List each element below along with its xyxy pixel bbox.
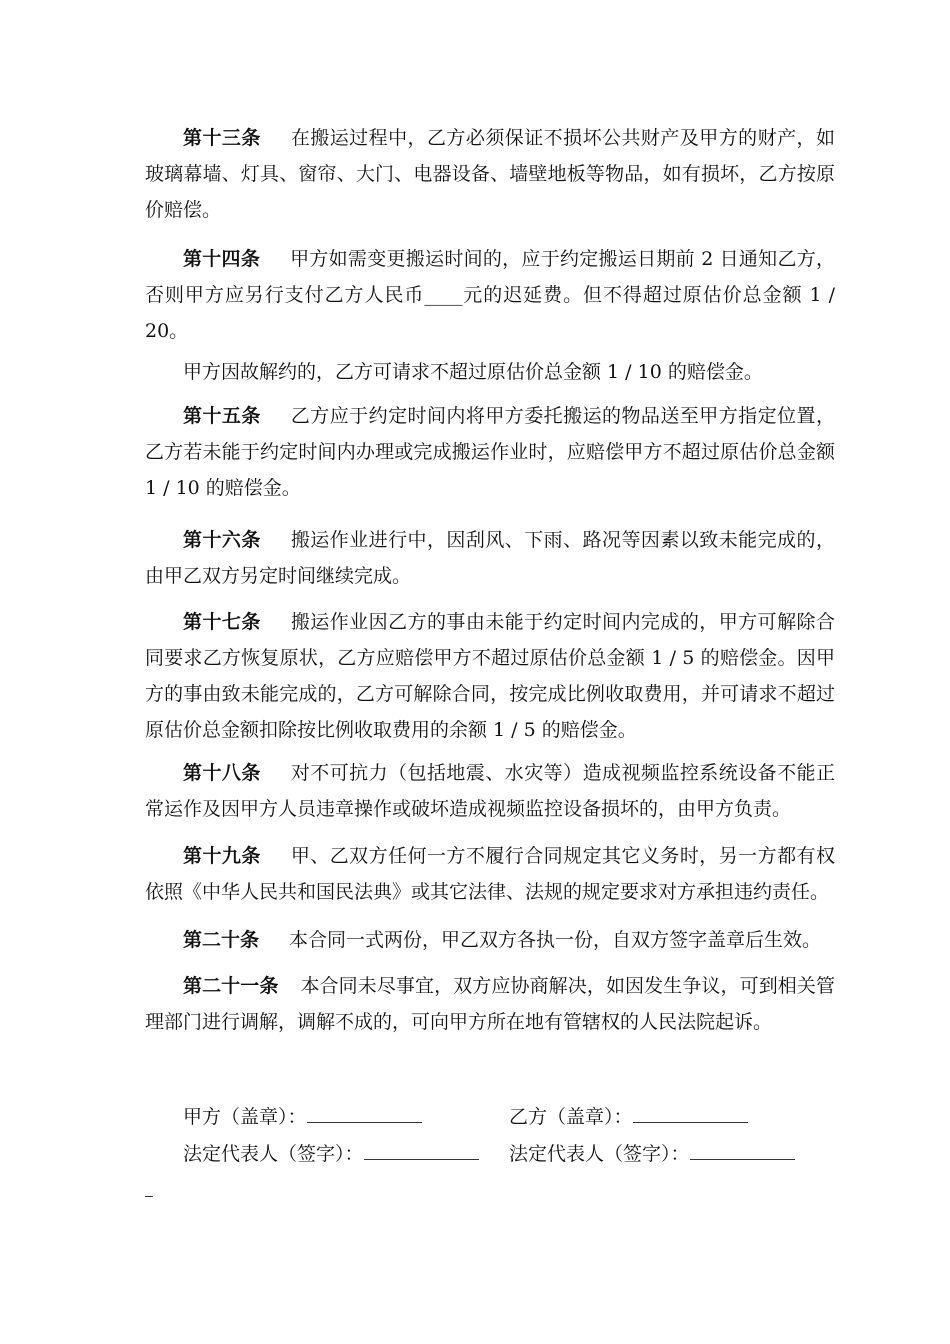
article-heading: 第十七条 [183, 611, 261, 633]
article-13 [145, 120, 835, 228]
article-text: 甲方因故解约的，乙方可请求不超过原估价总金额 1 / 10 的赔偿金。 [183, 361, 763, 383]
party-a-rep-label: 法定代表人（签字）： [183, 1143, 364, 1165]
article-heading: 第十四条 [183, 248, 261, 270]
party-a-rep-line [183, 1136, 479, 1172]
article-heading: 第十五条 [183, 405, 261, 427]
article-heading: 第十九条 [183, 845, 261, 867]
article-text: 甲方如需变更搬运时间的，应于约定搬运日期前 2 日通知乙方，否则甲方应另行支付乙方人民币____元的迟延费。但不得超过原估价总金额 1 / 20。 [145, 248, 835, 342]
article-text: 甲、乙双方任何一方不履行合同规定其它义务时，另一方都有权依照《中华人民共和国民法典》或其它法律、法规的规定要求对方承担违约责任。 [145, 845, 835, 903]
article-text: 对不可抗力（包括地震、水灾等）造成视频监控系统设备不能正常运作及因甲方人员违章操作或破坏造成视频监控设备损坏的，由甲方负责。 [145, 762, 835, 820]
article-14-continued [145, 354, 835, 390]
article-text: 在搬运过程中，乙方必须保证不损坏公共财产及甲方的财产，如玻璃幕墙、灯具、窗帘、大门、电器设备、墙壁地板等物品，如有损坏，乙方按原价赔偿。 [145, 127, 835, 221]
article-heading: 第十三条 [183, 127, 261, 149]
article-15 [145, 398, 835, 506]
stray-mark [145, 1196, 153, 1197]
article-heading: 第二十一条 [183, 975, 279, 997]
article-18 [145, 755, 835, 827]
article-heading: 第十八条 [183, 762, 261, 784]
party-b-rep-blank[interactable] [690, 1143, 795, 1160]
party-b-rep-line [509, 1136, 795, 1172]
party-a-seal-blank[interactable] [307, 1106, 422, 1123]
article-text: 乙方应于约定时间内将甲方委托搬运的物品送至甲方指定位置，乙方若未能于约定时间内办理或完成搬运作业时，应赔偿甲方不超过原估价总金额 1 / 10 的赔偿金。 [145, 405, 835, 499]
article-heading: 第十六条 [183, 529, 261, 551]
article-text: 本合同一式两份，甲乙双方各执一份，自双方签字盖章后生效。 [289, 929, 822, 951]
article-20 [145, 922, 835, 958]
party-a-seal-label: 甲方（盖章）： [183, 1106, 307, 1128]
party-b-rep-label: 法定代表人（签字）： [509, 1143, 690, 1165]
party-b-seal-blank[interactable] [633, 1106, 748, 1123]
article-text: 搬运作业进行中，因刮风、下雨、路况等因素以致未能完成的，由甲乙双方另定时间继续完成。 [145, 529, 835, 587]
party-b-seal-line [509, 1099, 748, 1135]
party-b-seal-label: 乙方（盖章）： [509, 1106, 633, 1128]
article-19 [145, 838, 835, 910]
article-text: 搬运作业因乙方的事由未能于约定时间内完成的，甲方可解除合同要求乙方恢复原状，乙方应赔偿甲方不超过原估价总金额 1 / 5 的赔偿金。因甲方的事由致未能完成的，乙方可解除合同，按完成比例收取费用，并可请求不超过原估价总金额扣除按比例收取费用的余额 1 / 5 的赔偿金。 [145, 611, 835, 741]
article-heading: 第二十条 [183, 929, 260, 951]
article-text: 本合同未尽事宜，双方应协商解决，如因发生争议，可到相关管理部门进行调解，调解不成的，可向甲方所在地有管辖权的人民法院起诉。 [145, 975, 835, 1033]
article-17 [145, 604, 835, 748]
article-14 [145, 241, 835, 349]
article-21 [145, 968, 835, 1040]
party-a-rep-blank[interactable] [364, 1143, 479, 1160]
party-a-seal-line [183, 1099, 422, 1135]
article-16 [145, 522, 835, 594]
